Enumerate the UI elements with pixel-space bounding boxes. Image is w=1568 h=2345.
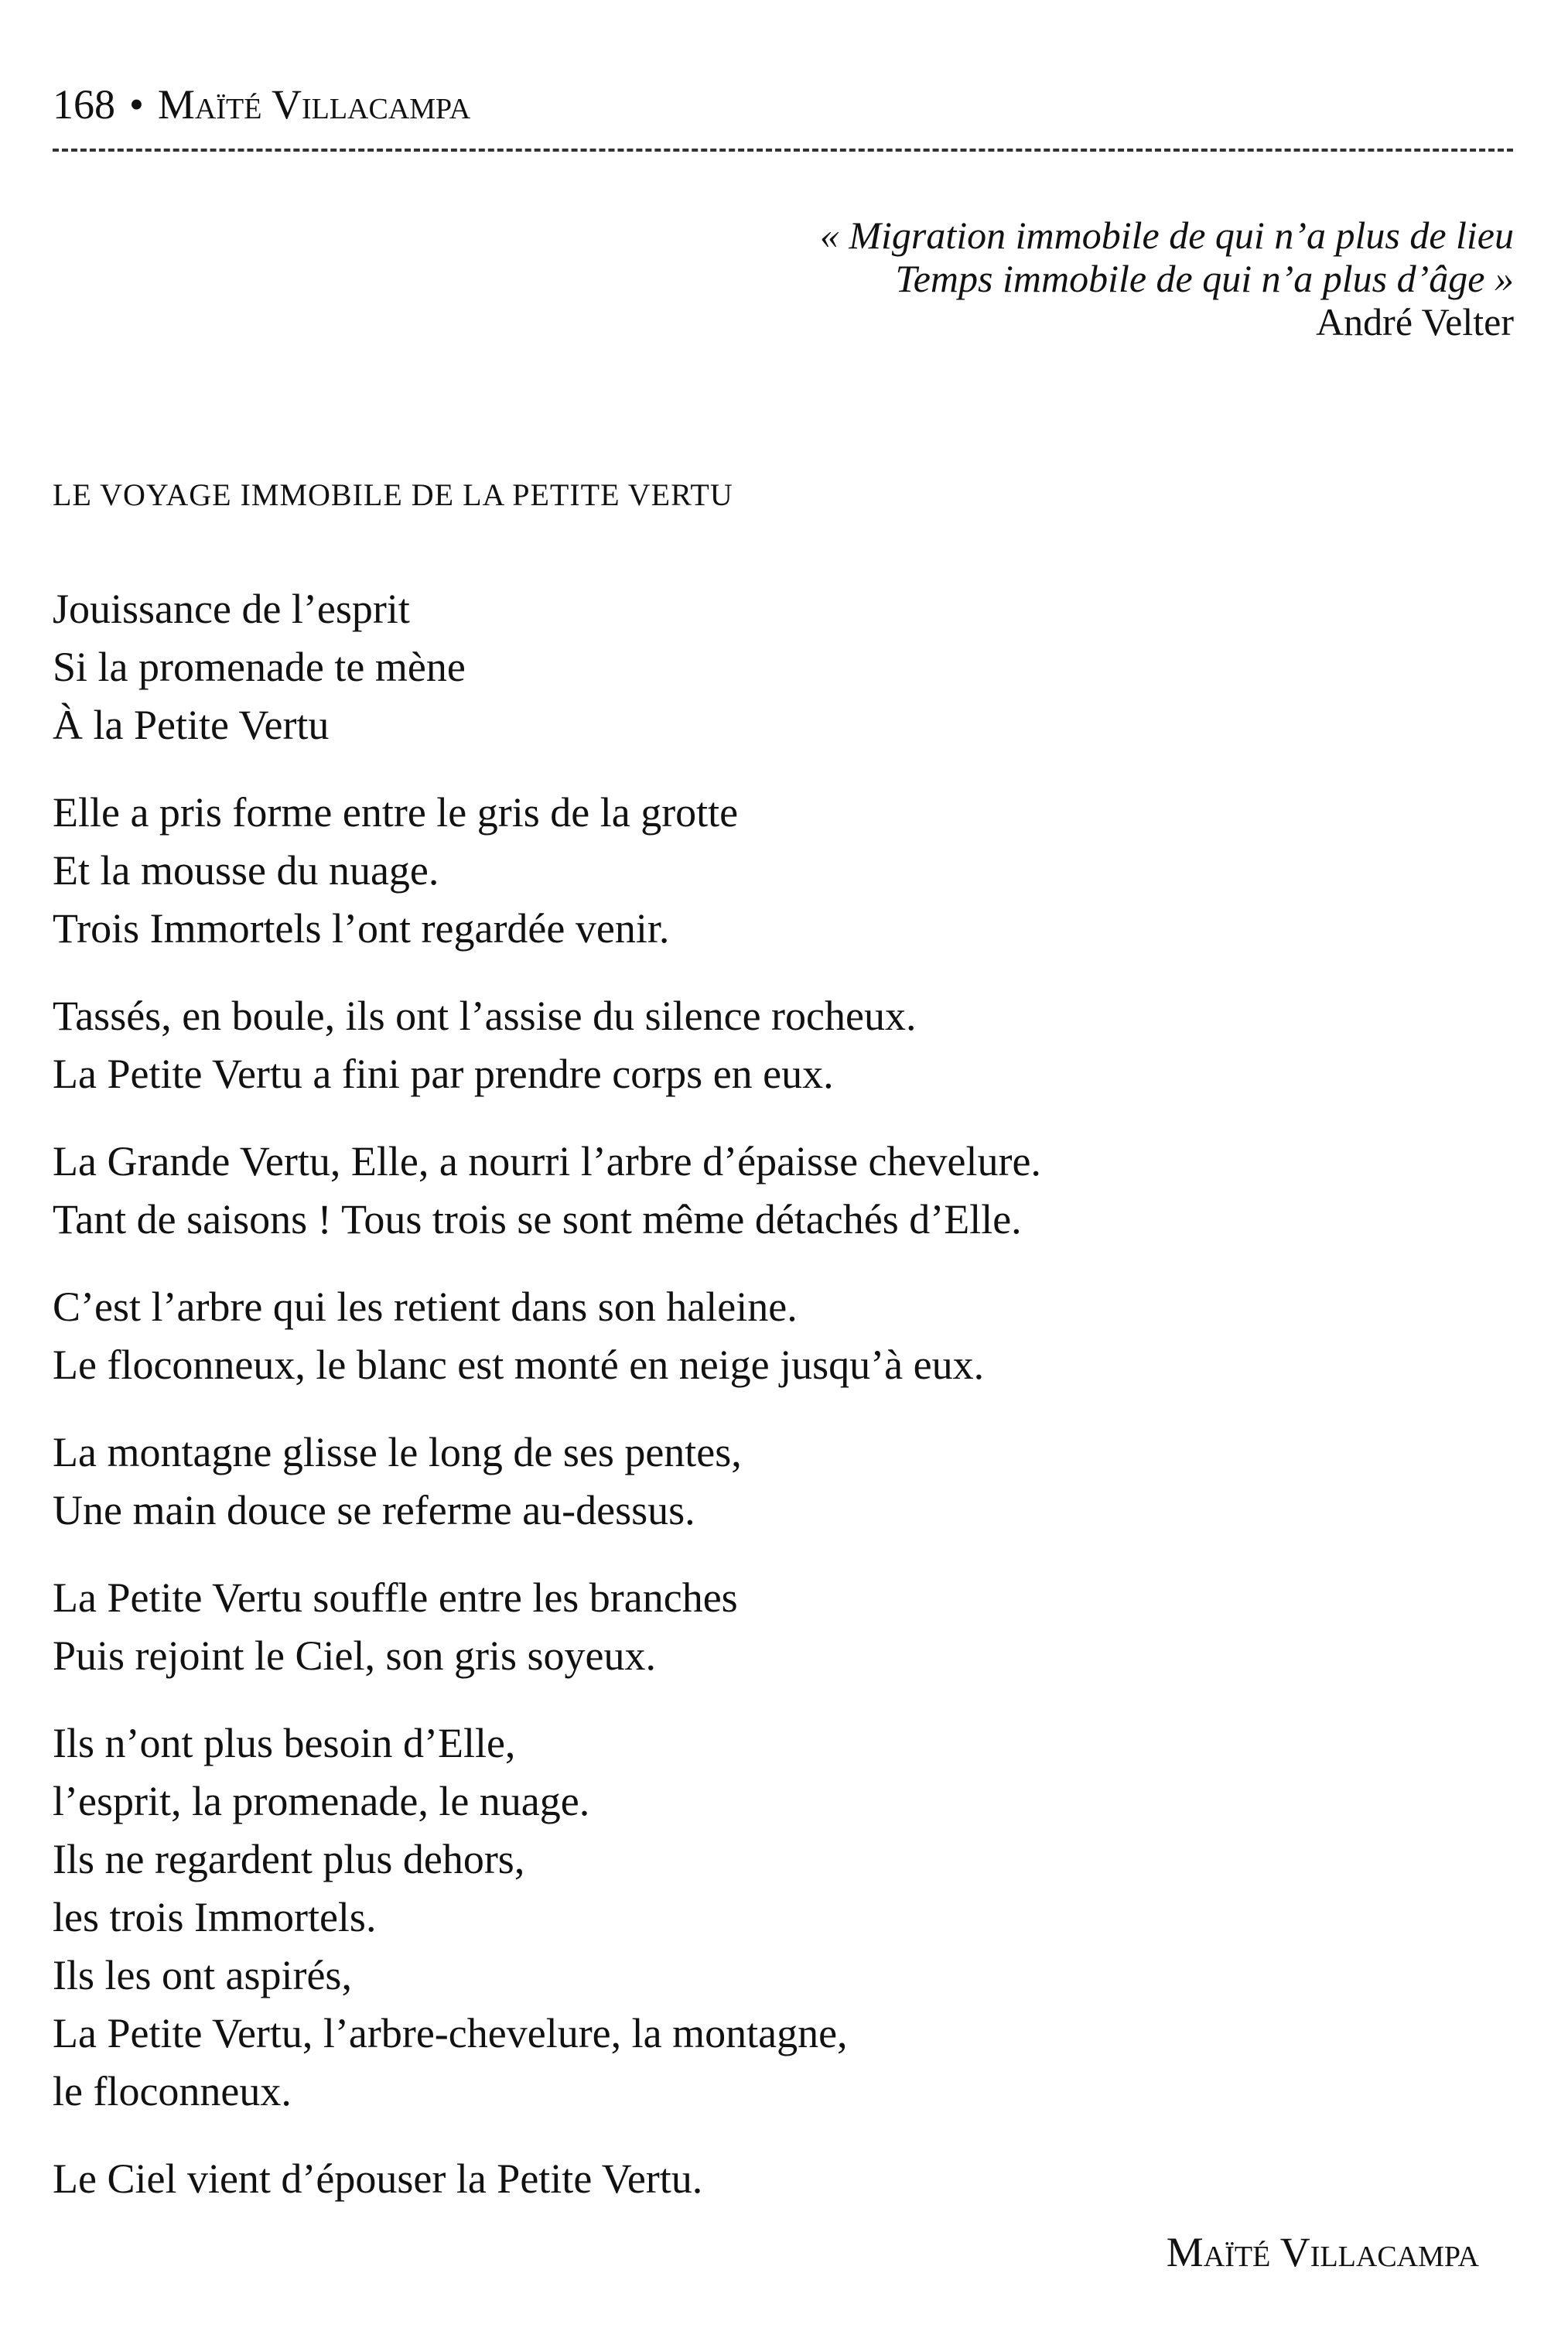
stanza xyxy=(53,1714,1484,2121)
verse-line: les trois Immortels. xyxy=(53,1894,377,1940)
verse-line: le floconneux. xyxy=(53,2068,292,2114)
verse-line: C’est l’arbre qui les retient dans son haleine. xyxy=(53,1284,798,1330)
verse-line: Si la promenade te mène xyxy=(53,644,466,690)
verse-line: Ils n’ont plus besoin d’Elle, xyxy=(53,1720,516,1766)
verse-line: La montagne glisse le long de ses pentes, xyxy=(53,1429,742,1475)
verse-line: l’esprit, la promenade, le nuage. xyxy=(53,1778,590,1824)
header-dashed-rule xyxy=(53,149,1513,152)
stanza xyxy=(53,1424,1484,1540)
epigraph xyxy=(586,214,1514,344)
verse-line: Le floconneux, le blanc est monté en neige jusqu’à eux. xyxy=(53,1342,985,1388)
verse-line: Ils les ont aspirés, xyxy=(53,1952,352,1998)
stanza xyxy=(53,2150,1484,2208)
verse-line: La Petite Vertu, l’arbre-chevelure, la montagne, xyxy=(53,2010,848,2056)
verse-line: Elle a pris forme entre le gris de la grotte xyxy=(53,789,739,836)
page-number: 168 xyxy=(53,81,115,128)
poem-signature: Maïté Villacampa xyxy=(1166,2229,1479,2275)
verse-line: Tant de saisons ! Tous trois se sont même détachés d’Elle. xyxy=(53,1196,1022,1243)
stanza xyxy=(53,1569,1484,1685)
poem-title: LE VOYAGE IMMOBILE DE LA PETITE VERTU xyxy=(53,477,733,512)
verse-line: La Petite Vertu souffle entre les branches xyxy=(53,1574,738,1621)
poem-body xyxy=(53,580,1484,2237)
stanza xyxy=(53,784,1484,958)
verse-line: Tassés, en boule, ils ont l’assise du silence rocheux. xyxy=(53,993,917,1039)
epigraph-line: Temps immobile de qui n’a plus d’âge » xyxy=(895,257,1514,300)
verse-line: La Grande Vertu, Elle, a nourri l’arbre d’épaisse chevelure. xyxy=(53,1138,1041,1184)
verse-line: La Petite Vertu a fini par prendre corps en eux. xyxy=(53,1051,834,1097)
verse-line: Puis rejoint le Ciel, son gris soyeux. xyxy=(53,1632,656,1679)
stanza xyxy=(53,987,1484,1103)
header-separator: • xyxy=(129,81,144,128)
stanza xyxy=(53,1133,1484,1249)
verse-line: Une main douce se referme au-dessus. xyxy=(53,1487,695,1533)
epigraph-line: « Migration immobile de qui n’a plus de lieu xyxy=(819,214,1514,257)
verse-line: À la Petite Vertu xyxy=(53,702,330,748)
stanza xyxy=(53,1278,1484,1394)
running-head xyxy=(53,81,471,128)
epigraph-author: André Velter xyxy=(1316,300,1514,344)
stanza xyxy=(53,580,1484,754)
verse-line: Trois Immortels l’ont regardée venir. xyxy=(53,905,670,952)
header-author: Maïté Villacampa xyxy=(157,81,471,128)
verse-line: Jouissance de l’esprit xyxy=(53,586,410,632)
verse-line: Et la mousse du nuage. xyxy=(53,847,439,894)
verse-line: Le Ciel vient d’épouser la Petite Vertu. xyxy=(53,2155,703,2202)
verse-line: Ils ne regardent plus dehors, xyxy=(53,1836,525,1882)
